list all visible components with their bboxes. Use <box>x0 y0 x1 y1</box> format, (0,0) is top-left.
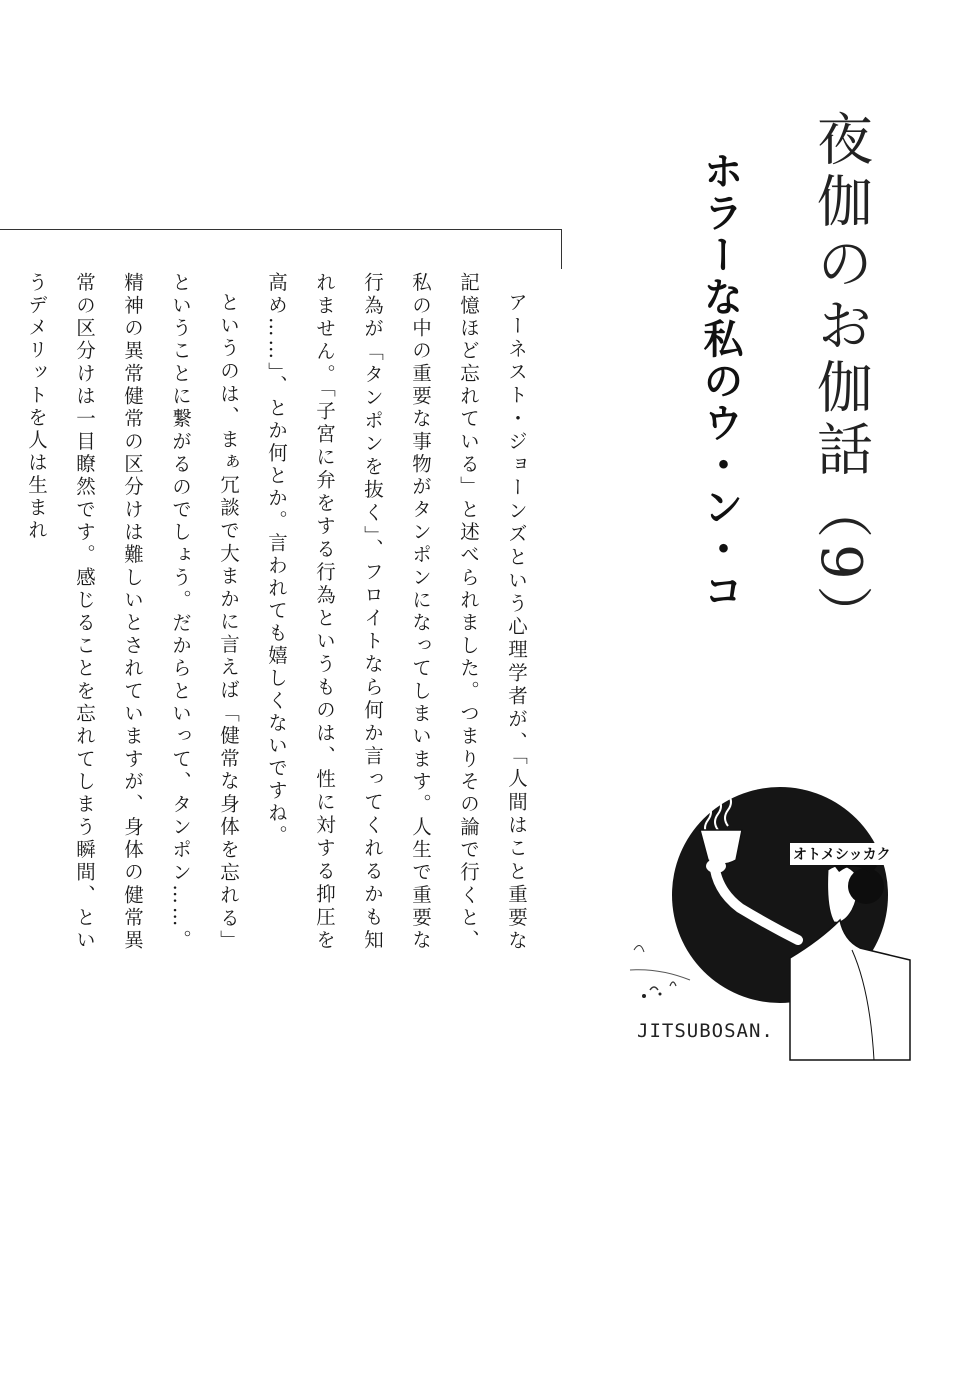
text-frame-right-rule <box>561 229 562 269</box>
illustration-brand-label: JITSUBOSAN. <box>637 1020 774 1042</box>
body-paragraph-2: というのは、まぁ冗談で大まかに言えば「健常な身体を忘れる」ということに繋がるのでしょう。だからといって、タンポン……。精神の異常健常の区分けは難しいとされていますが、身体の健常異常の区分けは一目瞭然です。感じることを忘れてしまう瞬間、というデメリットを人は生まれ <box>25 272 240 953</box>
text-frame-top-rule <box>0 229 562 230</box>
body-paragraph-1: アーネスト・ジョーンズという心理学者が、「人間はこと重要な記憶ほど忘れている」と述べられました。つまりその論で行くと、私の中の重要な事物がタンポンになってしまいます。人生で重要な行為が「タンポンを抜く」、フロイトなら何か言ってくれるかも知れません。「子宮に弁をする行為というものは、性に対する抑圧を高め……」、とか何とか。言われても嬉しくないですね。 <box>265 272 528 953</box>
body-text <box>25 272 540 953</box>
illustration-badge-label: オトメシッカク <box>790 843 894 865</box>
page-subtitle: ホラーな私のウ・ン・コ <box>697 150 743 612</box>
page-title: 夜伽のお伽話（9） <box>808 110 873 648</box>
